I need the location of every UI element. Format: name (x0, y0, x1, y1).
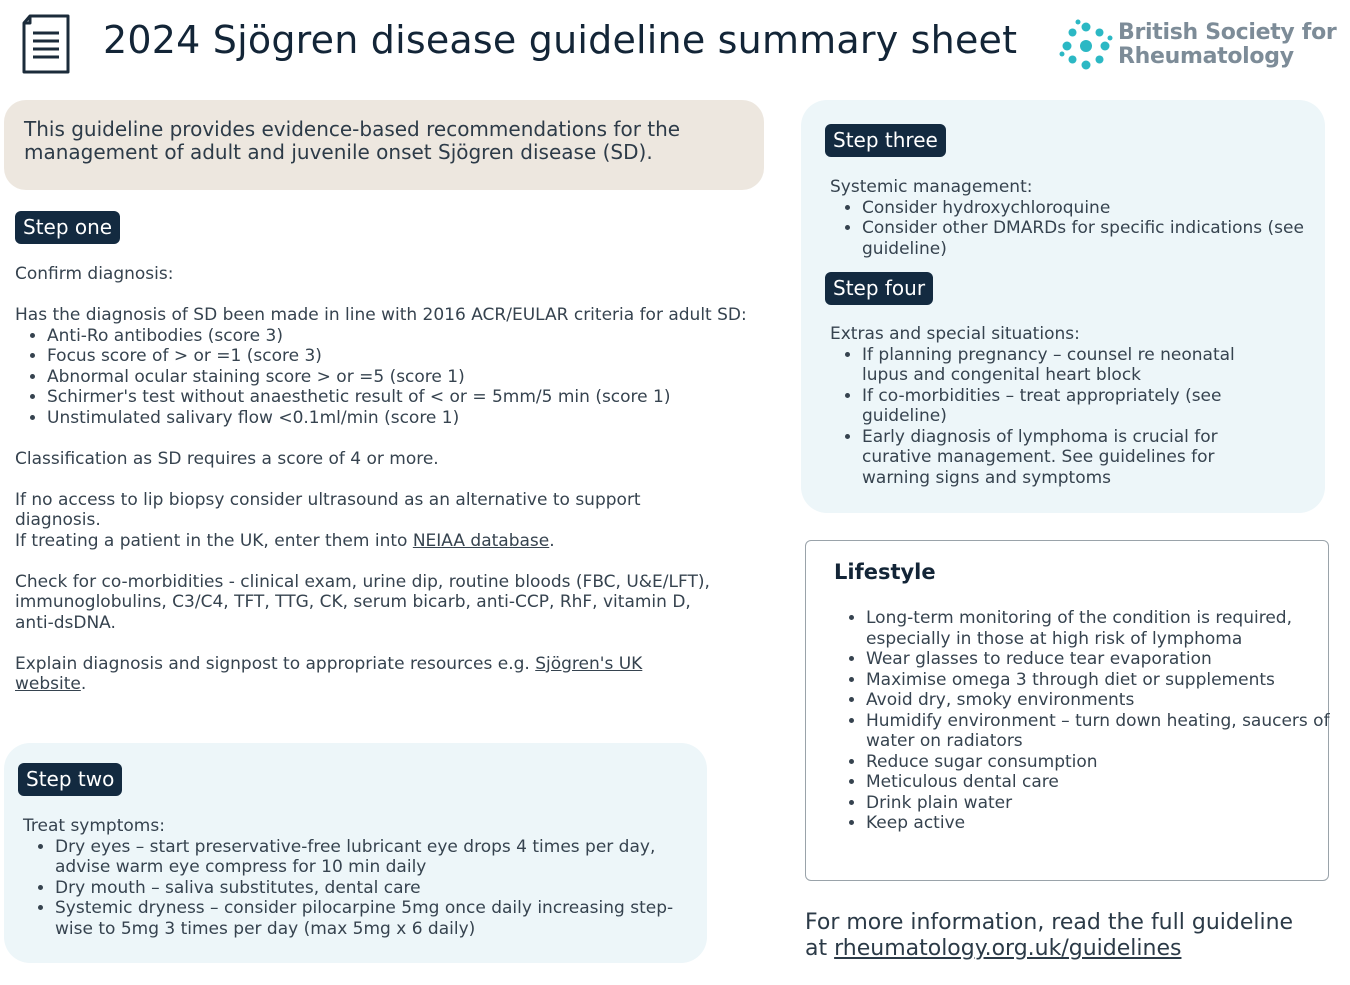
step-four-list (830, 345, 1270, 489)
criteria-list (15, 326, 755, 429)
footer-info (805, 910, 1293, 962)
list-item: • Humidify environment – turn down heating, saucers of water on radiators (866, 711, 1344, 752)
step-three-label: Step three (825, 124, 946, 157)
lifestyle-title: Lifestyle (834, 560, 936, 584)
lifestyle-box (805, 540, 1329, 881)
list-item: • If co-morbidities – treat appropriately (see guideline) (862, 386, 1270, 427)
criteria-intro: Has the diagnosis of SD been made in line with 2016 ACR/EULAR criteria for adult SD: (15, 305, 747, 325)
step-one-heading: Confirm diagnosis: (15, 264, 174, 284)
footer-line-2 (805, 936, 1293, 962)
list-item: • Anti-Ro antibodies (score 3) (47, 326, 755, 347)
bsr-logo-icon (1058, 18, 1114, 74)
list-item: • Consider hydroxychloroquine (862, 198, 1315, 219)
classification-text: Classification as SD requires a score of 4 or more. (15, 448, 439, 469)
step-two-list (23, 837, 693, 940)
step-three-content (830, 177, 1315, 259)
neiaa-database-link[interactable]: NEIAA database (412, 530, 550, 551)
list-item: • Unstimulated salivary flow <0.1ml/min (score 1) (47, 408, 755, 429)
bsr-logo (1058, 18, 1337, 76)
list-item: • Maximise omega 3 through diet or supplements (866, 670, 1344, 691)
logo-line-2: Rheumatology (1118, 44, 1294, 69)
uk-text (15, 531, 755, 552)
page-title: 2024 Sjögren disease guideline summary sheet (103, 18, 1018, 62)
step-two-content (23, 816, 693, 939)
step-one-content (15, 264, 755, 695)
list-item: • Consider other DMARDs for specific indications (see guideline) (862, 218, 1315, 259)
step-four-content (830, 324, 1270, 488)
step-four-label: Step four (825, 272, 933, 305)
explain-text (15, 654, 715, 695)
step-four-heading: Extras and special situations: (830, 324, 1080, 344)
intro-banner: This guideline provides evidence-based recommendations for the management of adult and juvenile onset Sjögren disease (SD). (4, 100, 764, 190)
list-item: • If planning pregnancy – counsel re neonatal lupus and congenital heart block (862, 345, 1270, 386)
list-item: • Abnormal ocular staining score > or =5 (score 1) (47, 367, 755, 388)
explain-prefix: Explain diagnosis and signpost to appropriate resources e.g. (15, 653, 536, 674)
list-item: • Meticulous dental care (866, 772, 1344, 793)
list-item: • Dry eyes – start preservative-free lubricant eye drops 4 times per day, advise warm eye compress for 10 min daily (55, 837, 693, 878)
step-three-list (830, 198, 1315, 260)
step-one-label: Step one (15, 211, 120, 244)
lifestyle-list (834, 608, 1344, 834)
list-item: • Systemic dryness – consider pilocarpine 5mg once daily increasing step-wise to 5mg 3 times per day (max 5mg x 6 daily) (55, 898, 693, 939)
list-item: • Wear glasses to reduce tear evaporation (866, 649, 1344, 670)
list-item: • Focus score of > or =1 (score 3) (47, 346, 755, 367)
list-item: • Keep active (866, 813, 1344, 834)
sjogrens-uk-link[interactable]: Sjögren's UK website (15, 653, 643, 694)
step-two-heading: Treat symptoms: (23, 816, 165, 836)
list-item: • Schirmer's test without anaesthetic result of < or = 5mm/5 min (score 1) (47, 387, 755, 408)
bsr-logo-text (1118, 21, 1336, 69)
guidelines-link[interactable]: rheumatology.org.uk/guidelines (834, 936, 1182, 961)
list-item: • Long-term monitoring of the condition is required, especially in those at high risk of lymphoma (866, 608, 1344, 649)
footer-prefix: at (805, 936, 835, 961)
biopsy-text: If no access to lip biopsy consider ultrasound as an alternative to support diagnosis. (15, 489, 641, 530)
list-item: • Avoid dry, smoky environments (866, 690, 1344, 711)
step-three-heading: Systemic management: (830, 177, 1033, 197)
list-item: • Drink plain water (866, 793, 1344, 814)
uk-prefix: If treating a patient in the UK, enter them into (15, 530, 413, 551)
step-two-label: Step two (18, 763, 122, 796)
uk-suffix: . (549, 530, 555, 551)
document-icon (20, 14, 72, 76)
footer-line-1: For more information, read the full guideline (805, 910, 1294, 935)
logo-line-1: British Society for (1118, 20, 1337, 45)
list-item: • Dry mouth – saliva substitutes, dental care (55, 878, 693, 899)
explain-suffix: . (80, 674, 87, 694)
list-item: • Early diagnosis of lymphoma is crucial for curative management. See guidelines for warning signs and symptoms (862, 427, 1270, 489)
list-item: • Reduce sugar consumption (866, 752, 1344, 773)
comorbidities-text: Check for co-morbidities - clinical exam, urine dip, routine bloods (FBC, U&E/LFT), immunoglobulins, C3/C4, TFT, TTG, CK, serum bicarb, anti-CCP, RhF, vitamin D, anti-dsDNA. (15, 571, 710, 633)
